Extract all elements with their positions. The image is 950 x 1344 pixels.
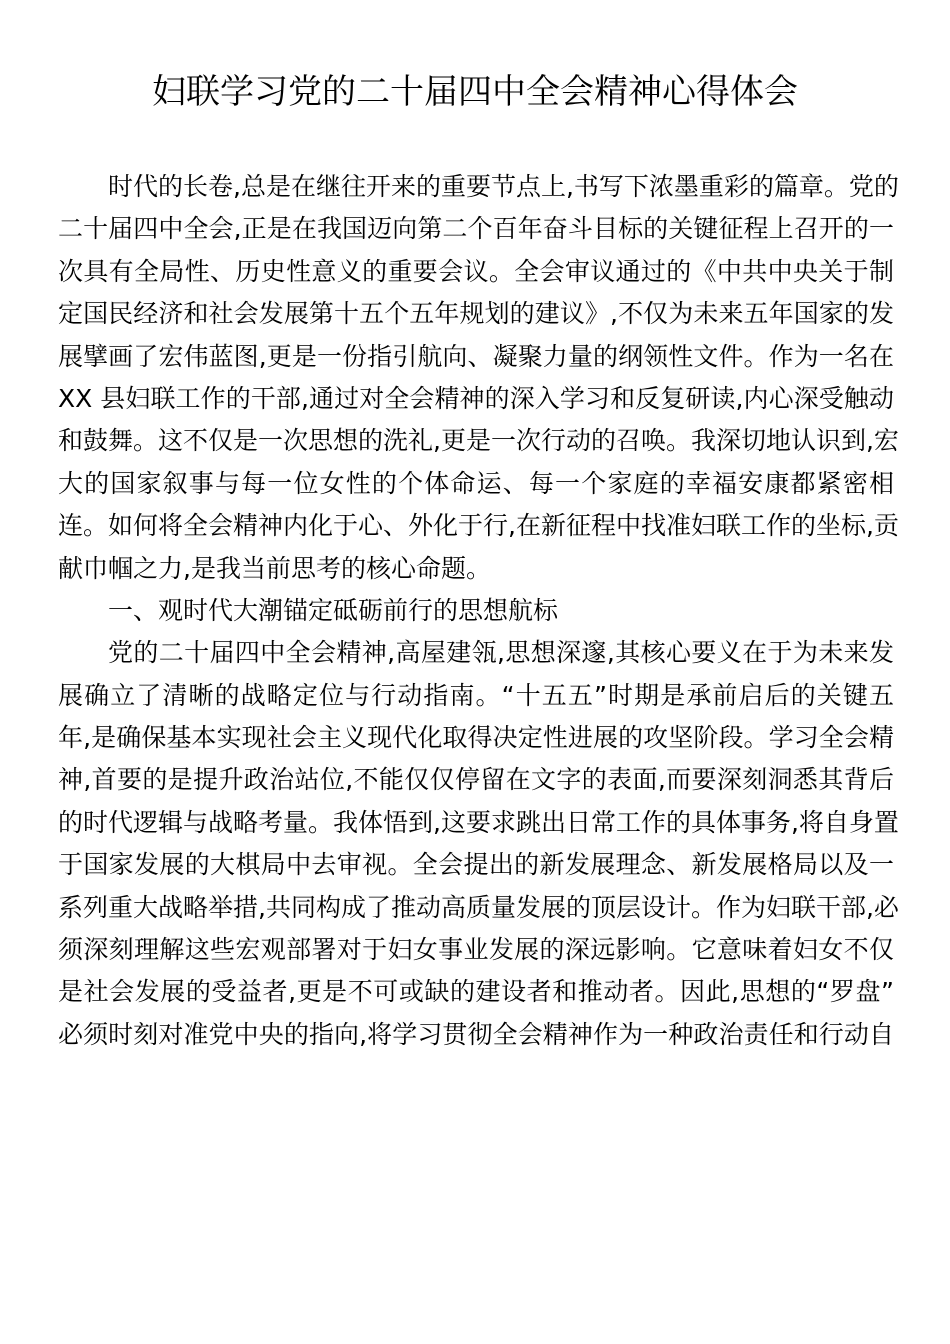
paragraph-2-line-7: 系列重大战略举措,共同构成了推动高质量发展的顶层设计。作为妇联干部,必 (58, 892, 899, 922)
paragraph-1-line-4: 定国民经济和社会发展第十五个五年规划的建议》,不仅为未来五年国家的发 (58, 299, 894, 329)
paragraph-1-line-1: 时代的长卷,总是在继往开来的重要节点上,书写下浓墨重彩的篇章。党的 (108, 172, 899, 201)
document-body (58, 166, 899, 1056)
paragraph-1-line-2: 二十届四中全会,正是在我国迈向第二个百年奋斗目标的关键征程上召开的一 (58, 214, 894, 244)
document-title: 妇联学习党的二十届四中全会精神心得体会 (152, 72, 798, 112)
paragraph-1-line-9: 连。如何将全会精神内化于心、外化于行,在新征程中找准妇联工作的坐标,贡 (58, 511, 899, 541)
paragraph-2-line-3: 年,是确保基本实现社会主义现代化取得决定性进展的攻坚阶段。学习全会精 (58, 723, 894, 753)
paragraph-2-line-6: 于国家发展的大棋局中去审视。全会提出的新发展理念、新发展格局以及一 (58, 850, 894, 880)
paragraph-1-line-10: 献巾帼之力,是我当前思考的核心命题。 (58, 553, 491, 583)
paragraph-1-line-8: 大的国家叙事与每一位女性的个体命运、每一个家庭的幸福安康都紧密相 (58, 468, 894, 498)
paragraph-2-line-10: 必须时刻对准党中央的指向,将学习贯彻全会精神作为一种政治责任和行动自 (58, 1019, 894, 1049)
paragraph-2-line-8: 须深刻理解这些宏观部署对于妇女事业发展的深远影响。它意味着妇女不仅 (58, 935, 894, 965)
paragraph-2-line-2: 展确立了清晰的战略定位与行动指南。“十五五”时期是承前启后的关键五 (58, 680, 894, 710)
paragraph-1-line-6: XX 县妇联工作的干部,通过对全会精神的深入学习和反复研读,内心深受触动 (58, 383, 894, 413)
paragraph-2-line-9: 是社会发展的受益者,更是不可或缺的建设者和推动者。因此,思想的“罗盘” (58, 977, 894, 1007)
paragraph-1-line-7: 和鼓舞。这不仅是一次思想的洗礼,更是一次行动的召唤。我深切地认识到,宏 (58, 426, 899, 456)
paragraph-1-line-5: 展擘画了宏伟蓝图,更是一份指引航向、凝聚力量的纲领性文件。作为一名在 (58, 341, 894, 371)
paragraph-2-line-4: 神,首要的是提升政治站位,不能仅仅停留在文字的表面,而要深刻洞悉其背后 (58, 765, 894, 795)
section-heading-1: 一、观时代大潮锚定砥砺前行的思想航标 (108, 595, 559, 625)
paragraph-2-line-1: 党的二十届四中全会精神,高屋建瓴,思想深邃,其核心要义在于为未来发 (108, 638, 894, 668)
paragraph-1-line-3: 次具有全局性、历史性意义的重要会议。全会审议通过的《中共中央关于制 (58, 256, 894, 286)
paragraph-2-line-5: 的时代逻辑与战略考量。我体悟到,这要求跳出日常工作的具体事务,将自身置 (58, 807, 899, 837)
